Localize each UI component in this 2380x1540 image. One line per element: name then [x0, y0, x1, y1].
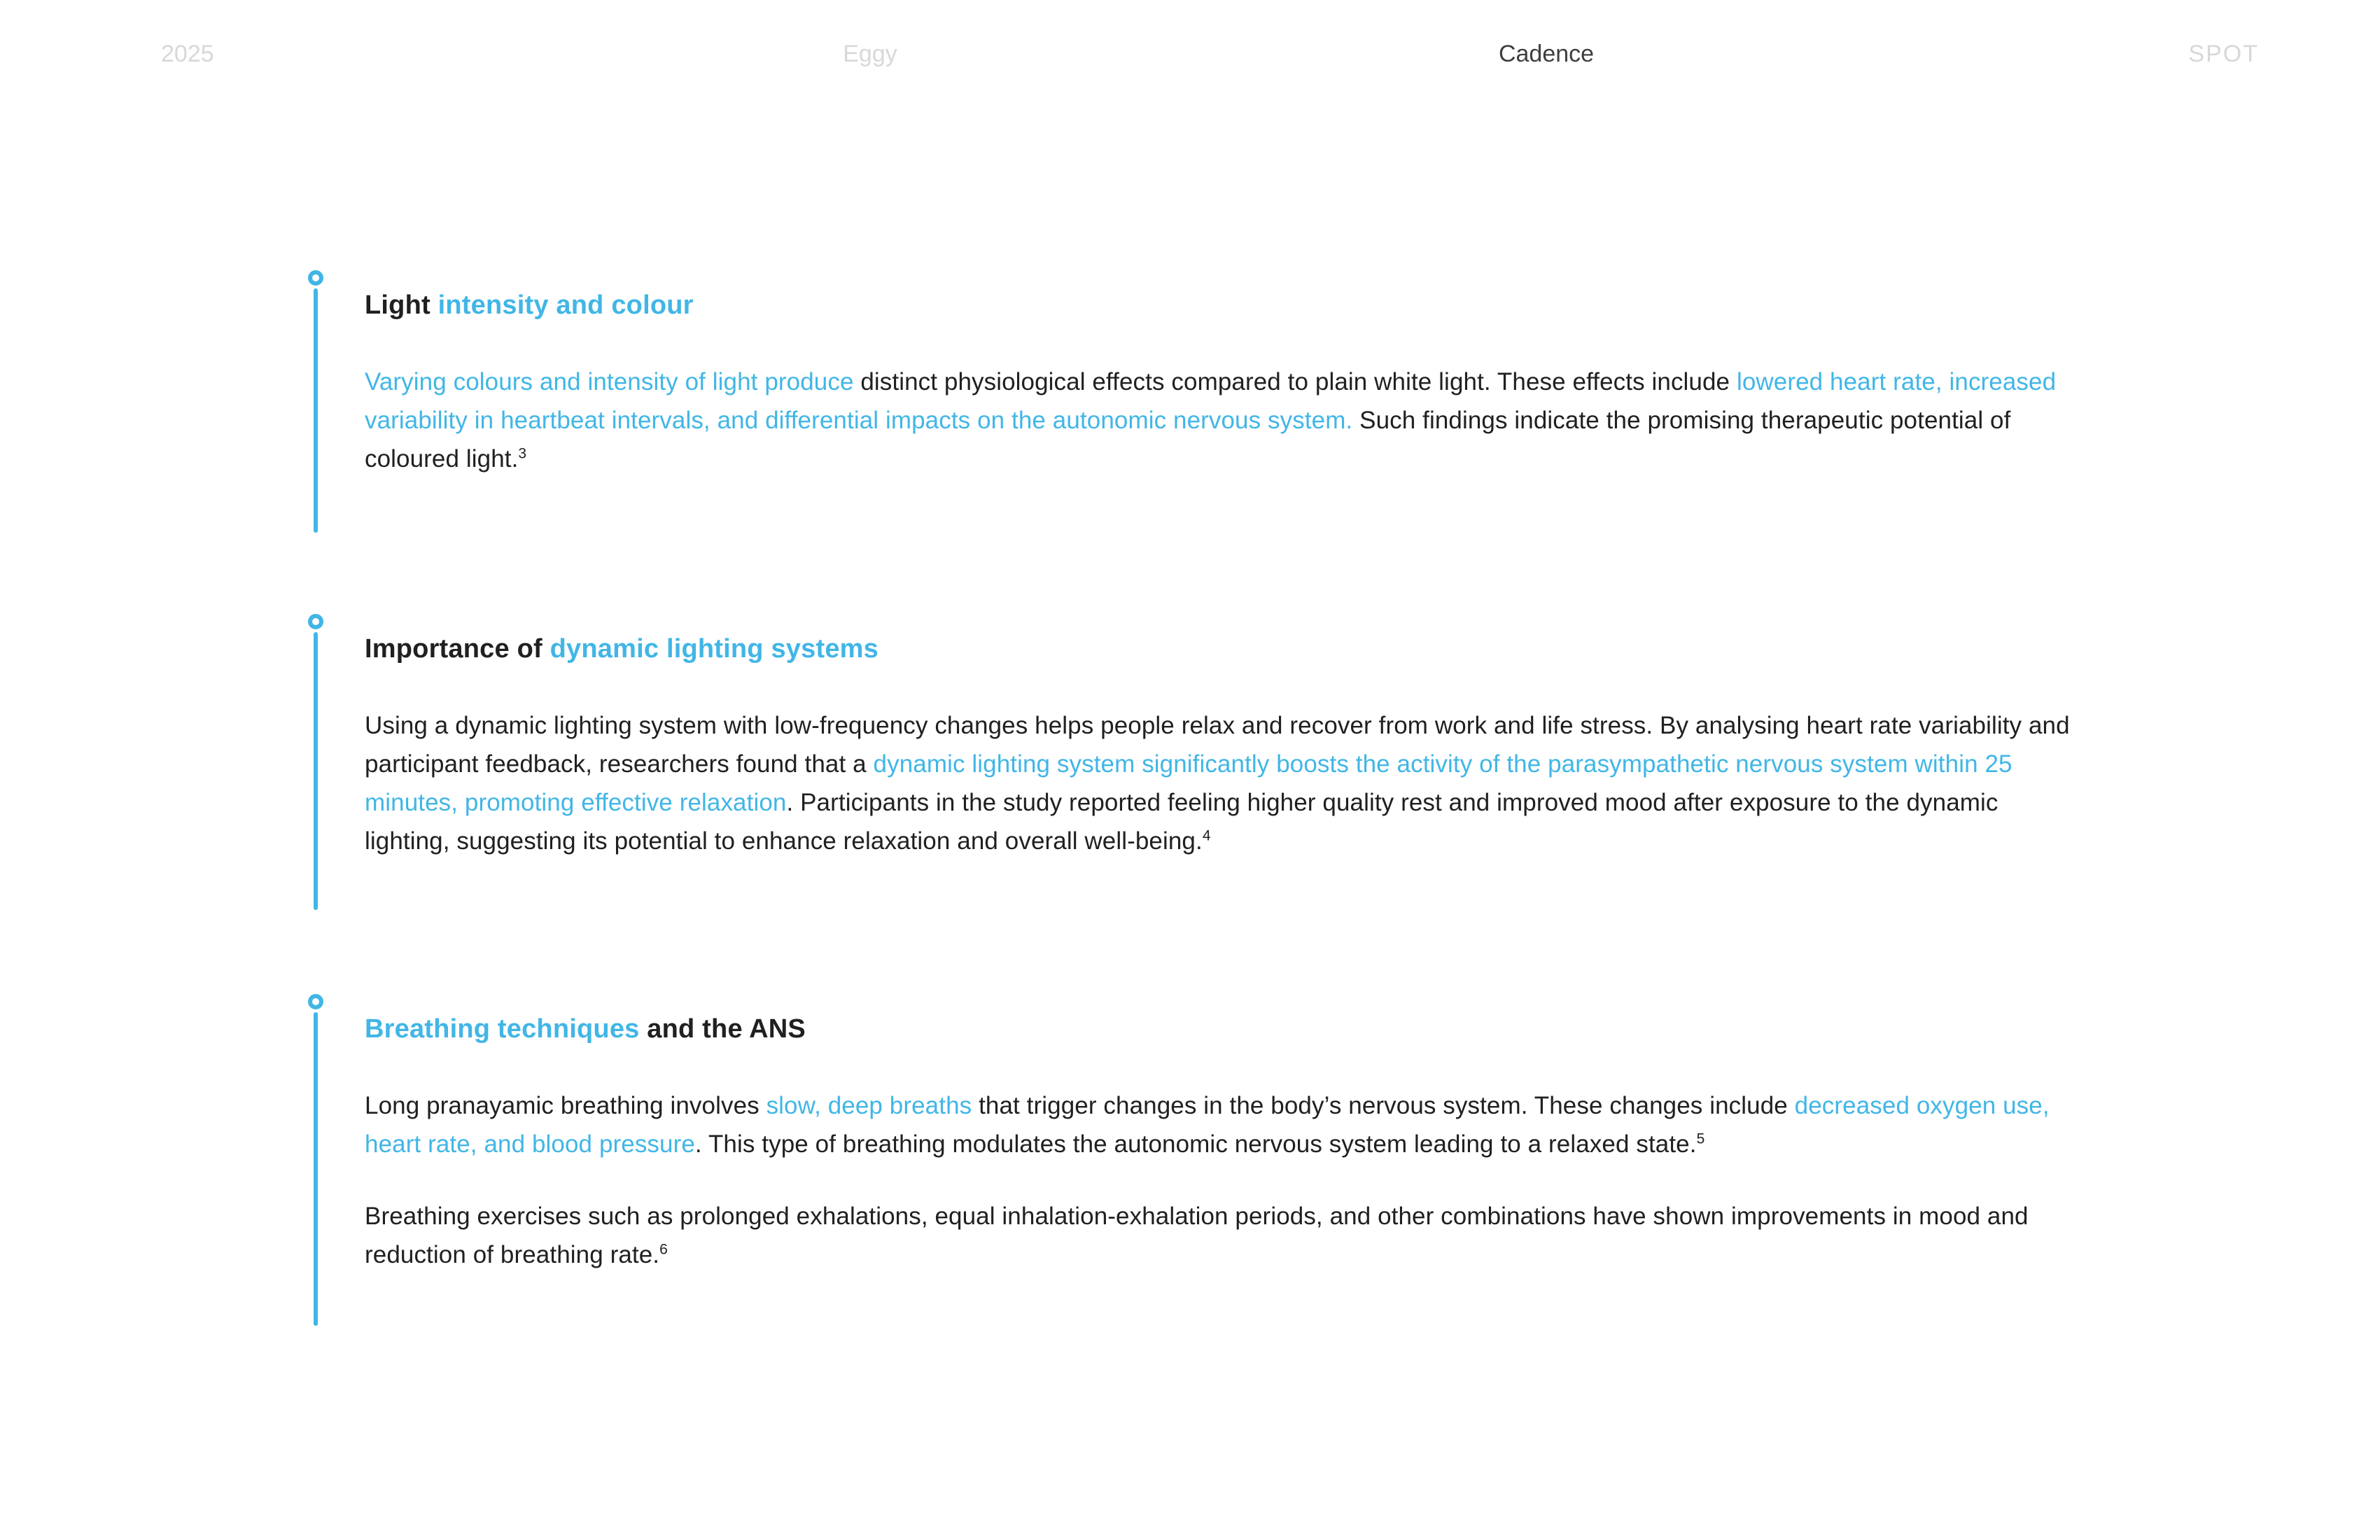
paragraph [365, 1086, 2083, 1163]
text-segment: Long pranayamic breathing involves [365, 1092, 766, 1119]
text-segment: decreased oxygen use, heart rate, and blood pressure [365, 1092, 2050, 1158]
header-brand: Eggy [843, 41, 897, 67]
page-header [0, 41, 2380, 76]
footnote-ref: 5 [1696, 1130, 1705, 1147]
section-heading [365, 632, 2083, 666]
footnote-ref: 4 [1202, 827, 1211, 844]
section-content [365, 632, 2083, 860]
text-segment: Varying colours and intensity of light produce [365, 368, 854, 396]
heading-segment: Importance of [365, 634, 550, 664]
timeline-line [314, 288, 318, 533]
heading-segment: dynamic lighting systems [550, 634, 878, 664]
heading-segment: Breathing techniques [365, 1014, 640, 1044]
text-segment: . Participants in the study reported feeling higher quality rest and improved mood after exposure to the dynamic lighting, suggesting its potential to enhance relaxation and overall well-being. [365, 789, 1998, 855]
header-label: SPOT [2188, 41, 2259, 67]
timeline-line [314, 632, 318, 910]
text-segment: lowered heart rate, increased variability in heartbeat intervals, and differential impacts on the autonomic nervous system. [365, 368, 2057, 434]
paragraph [365, 706, 2083, 860]
text-segment: distinct physiological effects compared to plain white light. These effects include [853, 368, 1737, 396]
timeline-dot-icon [308, 614, 323, 629]
header-year: 2025 [161, 41, 214, 67]
text-segment: dynamic lighting system significantly boosts the activity of the parasympathetic nervous system within 25 minutes, promoting effective relaxation [365, 750, 2012, 816]
section-heading [365, 1012, 2083, 1046]
heading-segment: intensity and colour [438, 290, 694, 320]
text-segment: Using a dynamic lighting system with low-frequency changes helps people relax and recover from work and life stress. By analysing heart rate variability and participant feedback, researchers found that a [365, 712, 2070, 778]
footnote-ref: 3 [518, 445, 527, 462]
section-heading [365, 288, 2083, 322]
heading-segment: Light [365, 290, 438, 320]
section-content [365, 1012, 2083, 1274]
page-title: Cadence [1498, 41, 1595, 67]
heading-segment: and the ANS [639, 1014, 806, 1044]
text-segment: . This type of breathing modulates the autonomic nervous system leading to a relaxed state. [694, 1130, 1697, 1158]
text-segment: Breathing exercises such as prolonged exhalations, equal inhalation-exhalation periods, and other combinations have shown improvements in mood and reduction of breathing rate. [365, 1203, 2029, 1268]
text-segment: slow, deep breaths [766, 1092, 972, 1119]
timeline-dot-icon [308, 994, 323, 1009]
paragraph [365, 1197, 2083, 1274]
timeline-line [314, 1012, 318, 1326]
timeline-dot-icon [308, 270, 323, 286]
text-segment: Such findings indicate the promising therapeutic potential of coloured light. [365, 407, 2011, 472]
section-content [365, 288, 2083, 478]
footnote-ref: 6 [659, 1241, 668, 1258]
paragraph [365, 363, 2083, 478]
text-segment: that trigger changes in the body’s nervous system. These changes include [972, 1092, 1795, 1119]
